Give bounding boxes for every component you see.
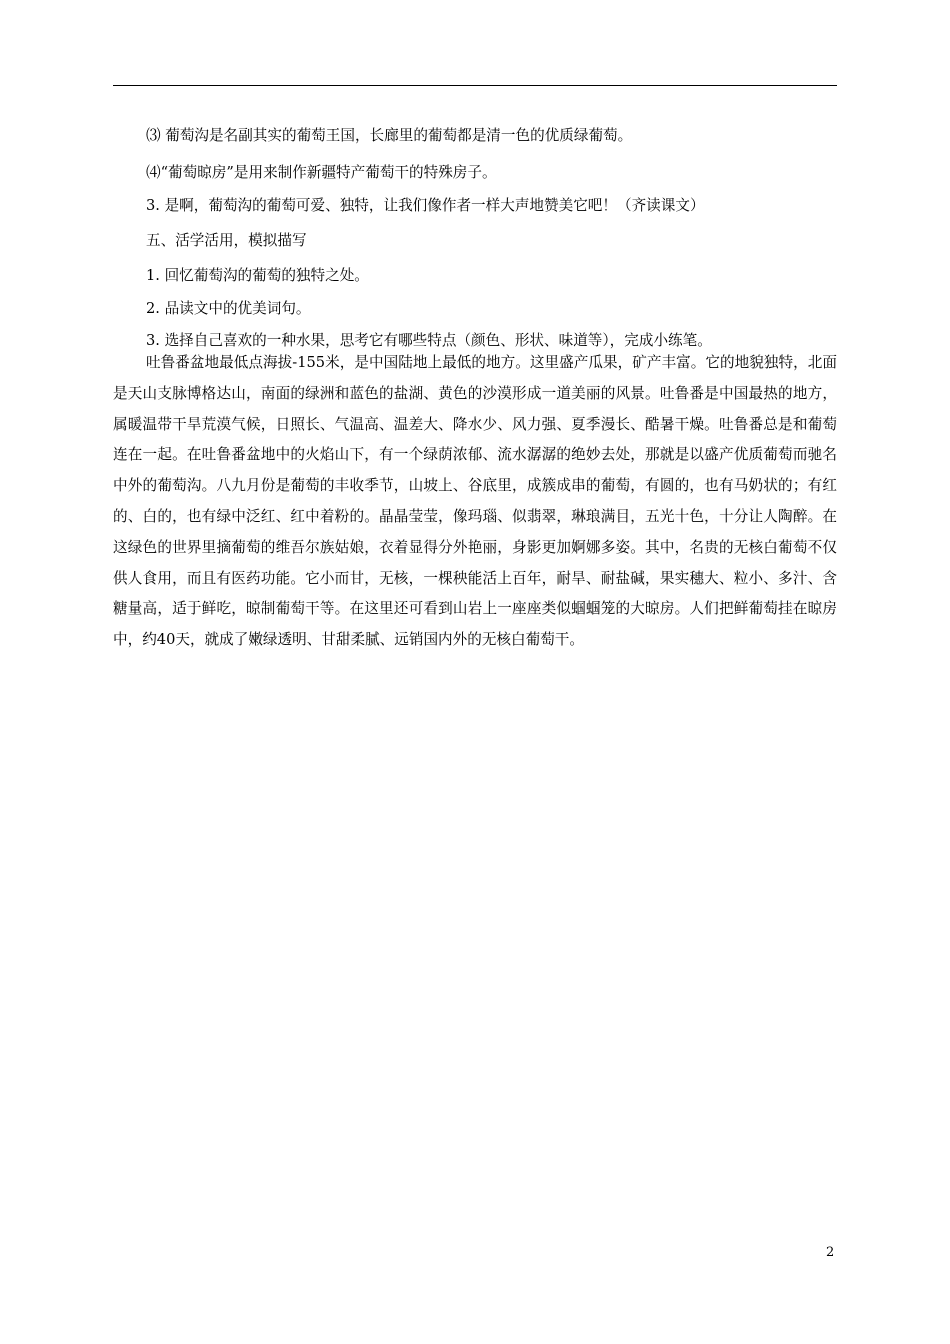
task-3-writing-practice: 3. 选择自己喜欢的一种水果，思考它有哪些特点（颜色、形状、味道等），完成小练笔。: [146, 332, 712, 349]
turpan-passage: 吐鲁番盆地最低点海拔-155米，是中国陆地上最低的地方。这里盛产瓜果，矿产丰富。它的地貌独特，北面是天山支脉博格达山，南面的绿洲和蓝色的盐湖、黄色的沙漠形成一道美丽的风景。吐鲁番是中国最热的地方，属暖温带干旱荒漠气候，日照长、气温高、温差大、降水少、风力强、夏季漫长、酷暑干燥。吐鲁番总是和葡萄连在一起。在吐鲁番盆地中的火焰山下，有一个绿荫浓郁、流水潺潺的绝妙去处，那就是以盛产优质葡萄而驰名中外的葡萄沟。八九月份是葡萄的丰收季节，山坡上、谷底里，成簇成串的葡萄，有圆的，也有马奶状的；有红的、白的，也有绿中泛红、红中着粉的。晶晶莹莹，像玛瑙、似翡翠，琳琅满目，五光十色，十分让人陶醉。在这绿色的世界里摘葡萄的维吾尔族姑娘，衣着显得分外艳丽，身影更加婀娜多姿。其中，名贵的无核白葡萄不仅供人食用，而且有医药功能。它小而甘，无核，一棵秧能活上百年，耐旱、耐盐碱，果实穗大、粒小、多汁、含糖量高，适于鲜吃，晾制葡萄干等。在这里还可看到山岩上一座座类似蝈蝈笼的大晾房。人们把鲜葡萄挂在晾房中，约40天，就成了嫩绿透明、甘甜柔腻、远销国内外的无核白葡萄干。: [113, 354, 837, 649]
step-3-read-aloud: 3. 是啊，葡萄沟的葡萄可爱、独特，让我们像作者一样大声地赞美它吧！（齐读课文）: [146, 197, 705, 214]
item-4-drying-house: ⑷“葡萄晾房”是用来制作新疆特产葡萄干的特殊房子。: [146, 164, 497, 181]
task-1-recall: 1. 回忆葡萄沟的葡萄的独特之处。: [146, 267, 369, 284]
task-2-read-phrases: 2. 品读文中的优美词句。: [146, 300, 311, 317]
section-five-heading: 五、活学活用，模拟描写: [146, 232, 307, 249]
item-3-grape-kingdom: ⑶ 葡萄沟是名副其实的葡萄王国，长廊里的葡萄都是清一色的优质绿葡萄。: [146, 127, 633, 144]
page-number: 2: [826, 1245, 835, 1260]
header-rule: [113, 85, 837, 86]
